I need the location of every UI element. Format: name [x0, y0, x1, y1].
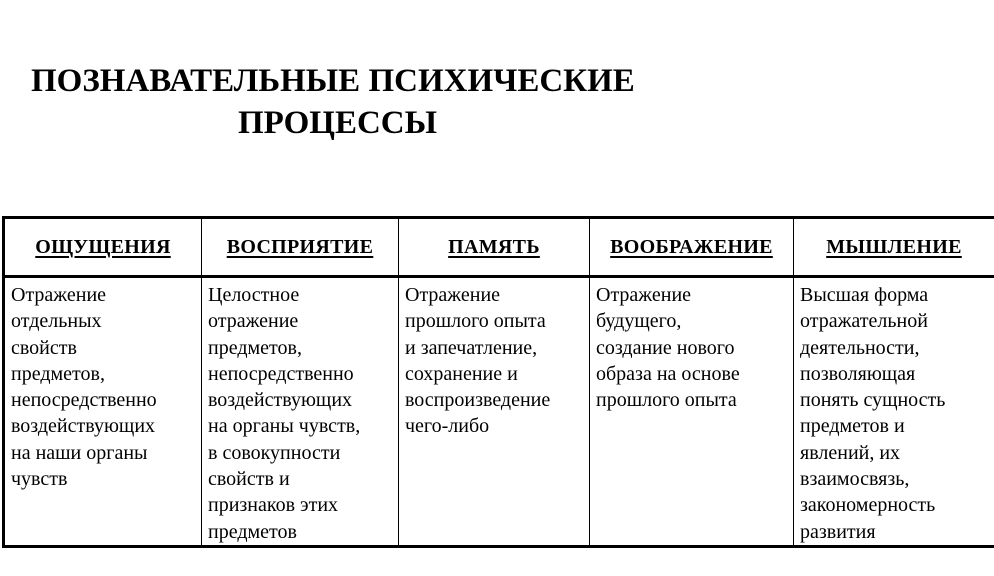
column-header-perception	[202, 218, 399, 277]
cell-text-line: Отражение	[405, 284, 501, 306]
cell-text-line: непосредственно	[208, 362, 354, 385]
cell-text-line: взаимосвязь,	[800, 468, 910, 491]
cell-text-line: Отражение	[11, 284, 107, 306]
cell-text-line: закономерность	[800, 494, 936, 517]
column-header-label: ПАМЯТЬ	[448, 235, 540, 258]
title-line-2: ПРОЦЕССЫ	[238, 105, 438, 141]
cell-text-line: на наши органы	[11, 441, 148, 464]
cell-text-line: образа на основе	[596, 362, 740, 385]
column-header-thinking	[794, 218, 994, 277]
cell-text-line: прошлого опыта	[405, 310, 546, 333]
column-header-label: ОЩУЩЕНИЯ	[35, 235, 171, 258]
cell-sensation-definition	[4, 277, 202, 547]
cell-imagination-definition	[590, 277, 794, 547]
cell-text-line: предметов,	[208, 336, 302, 359]
cell-text-line: создание нового	[596, 336, 735, 359]
cell-text-line: чувств	[11, 468, 68, 491]
cell-text-line: сохранение и	[405, 362, 518, 385]
title-line-1: ПОЗНАВАТЕЛЬНЫЕ ПСИХИЧЕСКИЕ	[31, 63, 635, 99]
cell-text-line: понять сущность	[800, 389, 946, 412]
cell-text-line: свойств	[11, 336, 77, 359]
cell-text-line: деятельности,	[800, 336, 920, 359]
cell-text-line: отражательной	[800, 310, 928, 333]
cell-text-line: воздействующих	[11, 415, 156, 438]
cell-text-line: в совокупности	[208, 441, 341, 464]
cell-text-line: признаков этих	[208, 494, 339, 517]
cell-text-line: Высшая форма	[800, 284, 929, 306]
cell-text-line: воздействующих	[208, 389, 353, 412]
column-header-label: ВООБРАЖЕНИЕ	[610, 235, 773, 258]
column-header-label: ВОСПРИЯТИЕ	[226, 235, 374, 258]
page-title	[31, 60, 671, 144]
cell-text-line: и запечатление,	[405, 336, 538, 359]
cell-text-line: непосредственно	[11, 389, 157, 412]
cell-memory-definition	[399, 277, 590, 547]
cell-text-line: отражение	[208, 310, 299, 333]
cell-text-line: отдельных	[11, 310, 102, 333]
cell-text-line: прошлого опыта	[596, 389, 737, 412]
cell-text-line: предметов	[208, 520, 297, 543]
cell-text-line: Отражение	[596, 284, 692, 306]
cell-text-line: чего-либо	[405, 415, 490, 438]
column-header-memory	[399, 218, 590, 277]
cell-text-line: явлений, их	[800, 441, 901, 464]
cell-thinking-definition	[794, 277, 994, 547]
cell-text-line: воспроизведение	[405, 389, 551, 412]
cognitive-processes-table	[2, 216, 994, 548]
cell-text-line: будущего,	[596, 310, 682, 333]
cell-text-line: развития	[800, 520, 876, 543]
cell-text-line: Целостное	[208, 284, 300, 306]
table-header-row	[4, 218, 994, 277]
table-row	[4, 277, 994, 547]
cell-text-line: на органы чувств,	[208, 415, 361, 438]
column-header-imagination	[590, 218, 794, 277]
cell-text-line: предметов и	[800, 415, 905, 438]
column-header-label: МЫШЛЕНИЕ	[826, 235, 962, 258]
cell-perception-definition	[202, 277, 399, 547]
cell-text-line: свойств и	[208, 468, 290, 491]
column-header-sensation	[4, 218, 202, 277]
cell-text-line: позволяющая	[800, 362, 916, 385]
cell-text-line: предметов,	[11, 362, 105, 385]
